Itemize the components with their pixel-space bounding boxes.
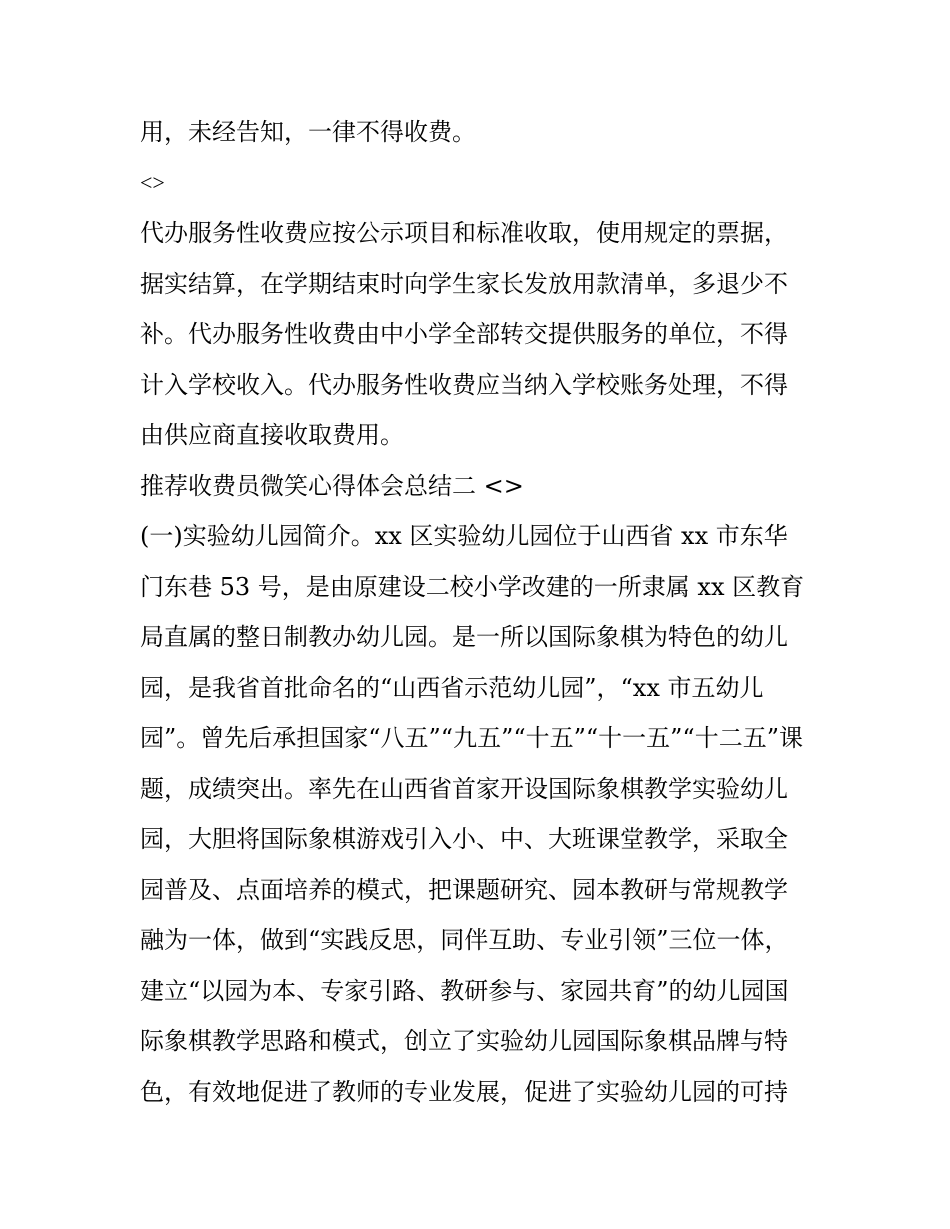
text-line-4: 据实结算，在学期结束时向学生家长发放用款清单，多退少不 [140, 269, 788, 298]
text-line-15: 园，大胆将国际象棋游戏引入小、中、大班课堂教学，采取全 [140, 825, 788, 853]
text-line-20: 色，有效地促进了教师的专业发展，促进了实验幼儿园的可持 [140, 1077, 788, 1106]
text-line-9: (一)实验幼儿园简介。xx 区实验幼儿园位于山西省 xx 市东华 [140, 522, 788, 550]
text-line-18: 建立“以园为本、专家引路、教研参与、家园共育”的幼儿园国 [140, 976, 789, 1005]
section-heading: 推荐收费员微笑心得体会总结二 <> [140, 471, 524, 500]
text-line-3: 代办服务性收费应按公示项目和标准收取，使用规定的票据， [140, 219, 788, 247]
text-line-12: 园，是我省首批命名的“山西省示范幼儿园”，“xx 市五幼儿 [140, 673, 764, 702]
text-line-1: 用，未经告知，一律不得收费。 [140, 118, 476, 146]
text-line-14: 题，成绩突出。率先在山西省首家开设国际象棋教学实验幼儿 [140, 774, 788, 803]
text-line-10: 门东巷 53 号，是由原建设二校小学改建的一所隶属 xx 区教育 [140, 572, 805, 601]
document-body [140, 107, 812, 1117]
text-line-2: <> [140, 169, 165, 195]
text-line-6: 计入学校收入。代办服务性收费应当纳入学校账务处理，不得 [140, 370, 788, 399]
text-line-13: 园”。曾先后承担国家“八五”“九五”“十五”“十一五”“十二五”课 [140, 724, 803, 752]
text-line-5: 补。代办服务性收费由中小学全部转交提供服务的单位，不得 [140, 320, 788, 348]
text-line-16: 园普及、点面培养的模式，把课题研究、园本教研与常规教学 [140, 875, 788, 904]
text-line-7: 由供应商直接收取费用。 [140, 421, 404, 449]
text-line-17: 融为一体，做到“实践反思，同伴互助、专业引领”三位一体， [140, 926, 789, 954]
text-line-11: 局直属的整日制教办幼儿园。是一所以国际象棋为特色的幼儿 [140, 623, 788, 651]
text-line-19: 际象棋教学思路和模式，创立了实验幼儿园国际象棋品牌与特 [140, 1027, 788, 1055]
